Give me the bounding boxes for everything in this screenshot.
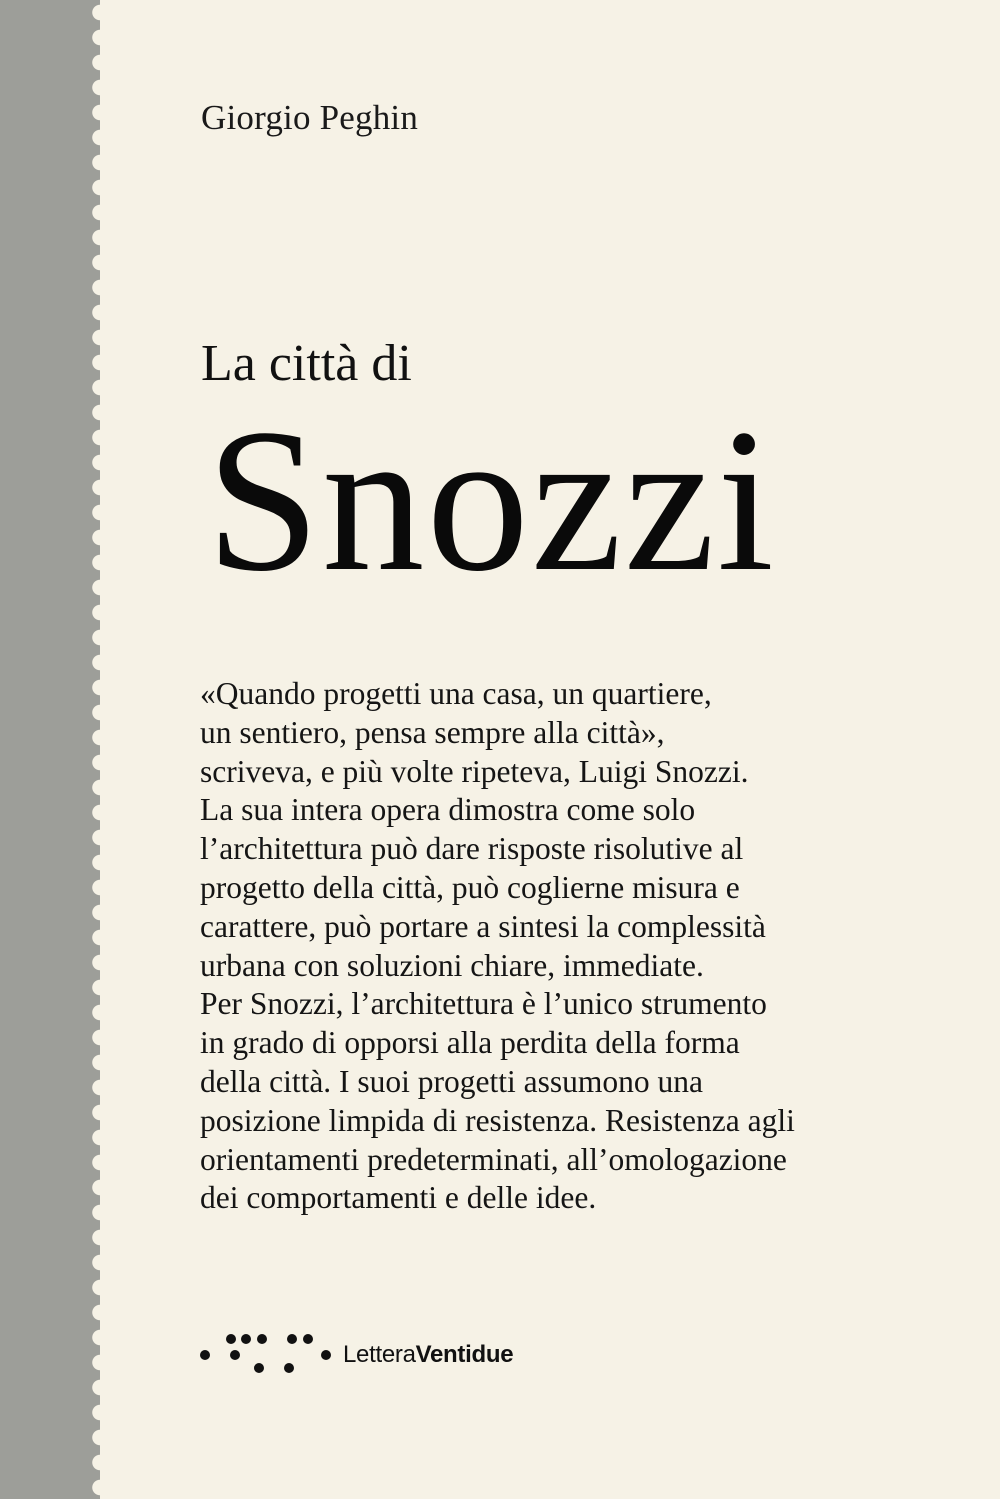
blurb-line: progetto della città, può coglierne misura e: [200, 869, 740, 905]
publisher-name: [343, 1341, 513, 1369]
blurb-line: dei comportamenti e delle idee.: [200, 1180, 597, 1216]
book-title: Snozzi: [206, 387, 776, 614]
author-name: Giorgio Peghin: [201, 98, 419, 137]
blurb-line: La sua intera opera dimostra come solo: [200, 792, 696, 828]
stamp-spine: [0, 0, 100, 1499]
blurb-line: posizione limpida di resistenza. Resistenza agli: [200, 1102, 795, 1138]
publisher-logo: [195, 1325, 555, 1380]
blurb-line: della città. I suoi progetti assumono una: [200, 1063, 704, 1099]
blurb-line: orientamenti predeterminati, all’omologazione: [200, 1141, 787, 1177]
publisher-name-bold: Ventidue: [415, 1341, 514, 1368]
blurb-line: un sentiero, pensa sempre alla città»,: [200, 714, 665, 750]
blurb-line: «Quando progetti una casa, un quartiere,: [200, 676, 712, 711]
perforated-edge: [92, 0, 108, 1499]
blurb-line: l’architettura può dare risposte risolutive al: [200, 831, 744, 867]
blurb-line: in grado di opporsi alla perdita della forma: [200, 1025, 740, 1061]
publisher-name-light: Lettera: [343, 1341, 416, 1368]
blurb-text: [200, 675, 900, 1218]
pretitle: La città di: [201, 335, 412, 392]
braille-dots-icon: [195, 1325, 335, 1380]
blurb-line: scriveva, e più volte ripeteva, Luigi Snozzi.: [200, 753, 749, 789]
blurb-line: urbana con soluzioni chiare, immediate.: [200, 947, 704, 983]
blurb-line: carattere, può portare a sintesi la complessità: [200, 908, 766, 944]
blurb-line: Per Snozzi, l’architettura è l’unico strumento: [200, 986, 767, 1022]
